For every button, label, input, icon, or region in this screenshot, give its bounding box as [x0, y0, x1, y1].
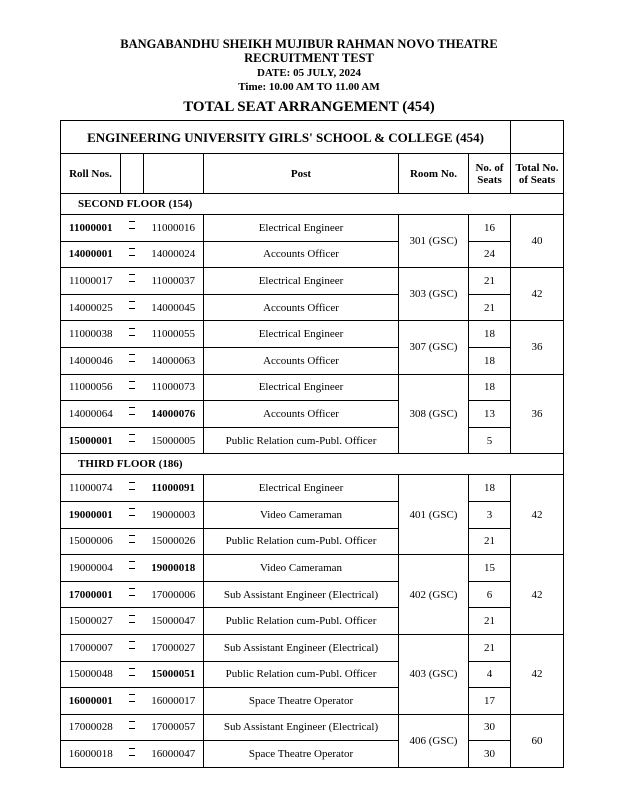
table-row — [61, 215, 564, 242]
range-dash-icon — [121, 241, 144, 268]
post-name: Space Theatre Operator — [204, 688, 399, 715]
roll-from: 14000025 — [61, 294, 121, 321]
range-dash-icon — [121, 268, 144, 295]
post-name: Public Relation cum-Publ. Officer — [204, 427, 399, 454]
total-seats: 40 — [511, 215, 564, 268]
roll-to: 16000017 — [144, 688, 204, 715]
range-dash-icon — [121, 215, 144, 242]
roll-from: 17000028 — [61, 714, 121, 741]
seat-count: 5 — [469, 427, 511, 454]
roll-from: 15000048 — [61, 661, 121, 688]
col-seats-header: No. of Seats — [469, 154, 511, 194]
roll-to: 11000055 — [144, 321, 204, 348]
col-roll-header: Roll Nos. — [61, 154, 121, 194]
total-seats: 42 — [511, 475, 564, 555]
table-row — [61, 427, 564, 454]
roll-from: 11000056 — [61, 374, 121, 401]
roll-from: 16000018 — [61, 741, 121, 768]
col-total-header: Total No. of Seats — [511, 154, 564, 194]
roll-to: 11000016 — [144, 215, 204, 242]
room-number: 403 (GSC) — [399, 634, 469, 714]
roll-to: 11000091 — [144, 475, 204, 502]
table-row — [61, 608, 564, 635]
range-dash-icon — [121, 374, 144, 401]
post-name: Public Relation cum-Publ. Officer — [204, 661, 399, 688]
seat-count: 30 — [469, 714, 511, 741]
roll-from: 17000007 — [61, 634, 121, 661]
table-row — [61, 581, 564, 608]
floor-label: THIRD FLOOR (186) — [61, 454, 564, 475]
roll-to: 11000073 — [144, 374, 204, 401]
post-name: Accounts Officer — [204, 241, 399, 268]
roll-from: 11000001 — [61, 215, 121, 242]
total-seats: 60 — [511, 714, 564, 767]
post-name: Accounts Officer — [204, 401, 399, 428]
range-dash-icon — [121, 347, 144, 374]
roll-from: 19000001 — [61, 501, 121, 528]
post-name: Electrical Engineer — [204, 321, 399, 348]
post-name: Sub Assistant Engineer (Electrical) — [204, 581, 399, 608]
range-dash-icon — [121, 555, 144, 582]
roll-from: 14000046 — [61, 347, 121, 374]
roll-to: 17000027 — [144, 634, 204, 661]
seat-count: 21 — [469, 608, 511, 635]
seat-count: 21 — [469, 634, 511, 661]
seat-count: 21 — [469, 294, 511, 321]
seat-count: 13 — [469, 401, 511, 428]
table-row — [61, 347, 564, 374]
seat-count: 6 — [469, 581, 511, 608]
post-name: Accounts Officer — [204, 347, 399, 374]
post-name: Public Relation cum-Publ. Officer — [204, 528, 399, 555]
seat-count: 16 — [469, 215, 511, 242]
post-name: Electrical Engineer — [204, 215, 399, 242]
post-name: Electrical Engineer — [204, 475, 399, 502]
seat-count: 21 — [469, 528, 511, 555]
range-dash-icon — [121, 714, 144, 741]
room-number: 303 (GSC) — [399, 268, 469, 321]
floor-row — [61, 194, 564, 215]
roll-from: 11000017 — [61, 268, 121, 295]
floor-row — [61, 454, 564, 475]
range-dash-icon — [121, 528, 144, 555]
roll-from: 15000001 — [61, 427, 121, 454]
table-row — [61, 374, 564, 401]
roll-to: 14000024 — [144, 241, 204, 268]
post-name: Electrical Engineer — [204, 268, 399, 295]
table-row — [61, 741, 564, 768]
post-name: Electrical Engineer — [204, 374, 399, 401]
room-number: 301 (GSC) — [399, 215, 469, 268]
page-title: TOTAL SEAT ARRANGEMENT (454) — [183, 99, 435, 115]
range-dash-icon — [121, 401, 144, 428]
room-number: 401 (GSC) — [399, 475, 469, 555]
post-name: Public Relation cum-Publ. Officer — [204, 608, 399, 635]
roll-to: 15000047 — [144, 608, 204, 635]
seat-count: 18 — [469, 321, 511, 348]
seat-count: 24 — [469, 241, 511, 268]
post-name: Video Cameraman — [204, 555, 399, 582]
table-row — [61, 501, 564, 528]
school-name: ENGINEERING UNIVERSITY GIRLS' SCHOOL & COLLEGE (454) — [61, 121, 511, 154]
header-time: Time: 10.00 AM TO 11.00 AM — [238, 81, 380, 93]
roll-from: 11000074 — [61, 475, 121, 502]
table-row — [61, 555, 564, 582]
table-row — [61, 714, 564, 741]
seat-count: 15 — [469, 555, 511, 582]
room-number: 308 (GSC) — [399, 374, 469, 454]
post-name: Video Cameraman — [204, 501, 399, 528]
floor-label: SECOND FLOOR (154) — [61, 194, 564, 215]
post-name: Sub Assistant Engineer (Electrical) — [204, 634, 399, 661]
range-dash-icon — [121, 661, 144, 688]
seat-count: 4 — [469, 661, 511, 688]
table-row — [61, 321, 564, 348]
seat-count: 18 — [469, 475, 511, 502]
range-dash-icon — [121, 501, 144, 528]
roll-from: 15000027 — [61, 608, 121, 635]
roll-to: 14000045 — [144, 294, 204, 321]
seat-count: 18 — [469, 347, 511, 374]
range-dash-icon — [121, 634, 144, 661]
seat-count: 30 — [469, 741, 511, 768]
roll-to: 15000051 — [144, 661, 204, 688]
table-row — [61, 241, 564, 268]
roll-to: 17000006 — [144, 581, 204, 608]
table-row — [61, 268, 564, 295]
seat-count: 21 — [469, 268, 511, 295]
roll-to: 15000026 — [144, 528, 204, 555]
table-row — [61, 294, 564, 321]
table-row — [61, 688, 564, 715]
table-row — [61, 528, 564, 555]
header-line1: BANGABANDHU SHEIKH MUJIBUR RAHMAN NOVO THEATRE — [120, 37, 498, 51]
range-dash-icon — [121, 741, 144, 768]
header-line2: RECRUITMENT TEST — [244, 51, 374, 65]
table-row — [61, 401, 564, 428]
roll-to: 19000003 — [144, 501, 204, 528]
total-seats: 36 — [511, 374, 564, 454]
total-seats: 36 — [511, 321, 564, 374]
roll-from: 11000038 — [61, 321, 121, 348]
roll-to: 19000018 — [144, 555, 204, 582]
range-dash-icon — [121, 581, 144, 608]
table-row — [61, 661, 564, 688]
roll-from: 16000001 — [61, 688, 121, 715]
roll-from: 17000001 — [61, 581, 121, 608]
range-dash-icon — [121, 475, 144, 502]
col-post-header: Post — [204, 154, 399, 194]
range-dash-icon — [121, 688, 144, 715]
seat-count: 3 — [469, 501, 511, 528]
range-dash-icon — [121, 608, 144, 635]
range-dash-icon — [121, 294, 144, 321]
total-seats: 42 — [511, 268, 564, 321]
seat-count: 17 — [469, 688, 511, 715]
range-dash-icon — [121, 321, 144, 348]
post-name: Accounts Officer — [204, 294, 399, 321]
roll-to: 11000037 — [144, 268, 204, 295]
col-room-header: Room No. — [399, 154, 469, 194]
roll-to: 16000047 — [144, 741, 204, 768]
roll-to: 15000005 — [144, 427, 204, 454]
post-name: Sub Assistant Engineer (Electrical) — [204, 714, 399, 741]
roll-to: 17000057 — [144, 714, 204, 741]
table-row — [61, 634, 564, 661]
total-seats: 42 — [511, 634, 564, 714]
room-number: 402 (GSC) — [399, 555, 469, 635]
range-dash-icon — [121, 427, 144, 454]
table-row — [61, 475, 564, 502]
header-date: DATE: 05 JULY, 2024 — [256, 67, 362, 79]
roll-from: 15000006 — [61, 528, 121, 555]
roll-from: 19000004 — [61, 555, 121, 582]
seat-count: 18 — [469, 374, 511, 401]
roll-from: 14000064 — [61, 401, 121, 428]
room-number: 406 (GSC) — [399, 714, 469, 767]
roll-to: 14000076 — [144, 401, 204, 428]
seat-table — [60, 120, 564, 768]
room-number: 307 (GSC) — [399, 321, 469, 374]
post-name: Space Theatre Operator — [204, 741, 399, 768]
total-seats: 42 — [511, 555, 564, 635]
roll-to: 14000063 — [144, 347, 204, 374]
roll-from: 14000001 — [61, 241, 121, 268]
